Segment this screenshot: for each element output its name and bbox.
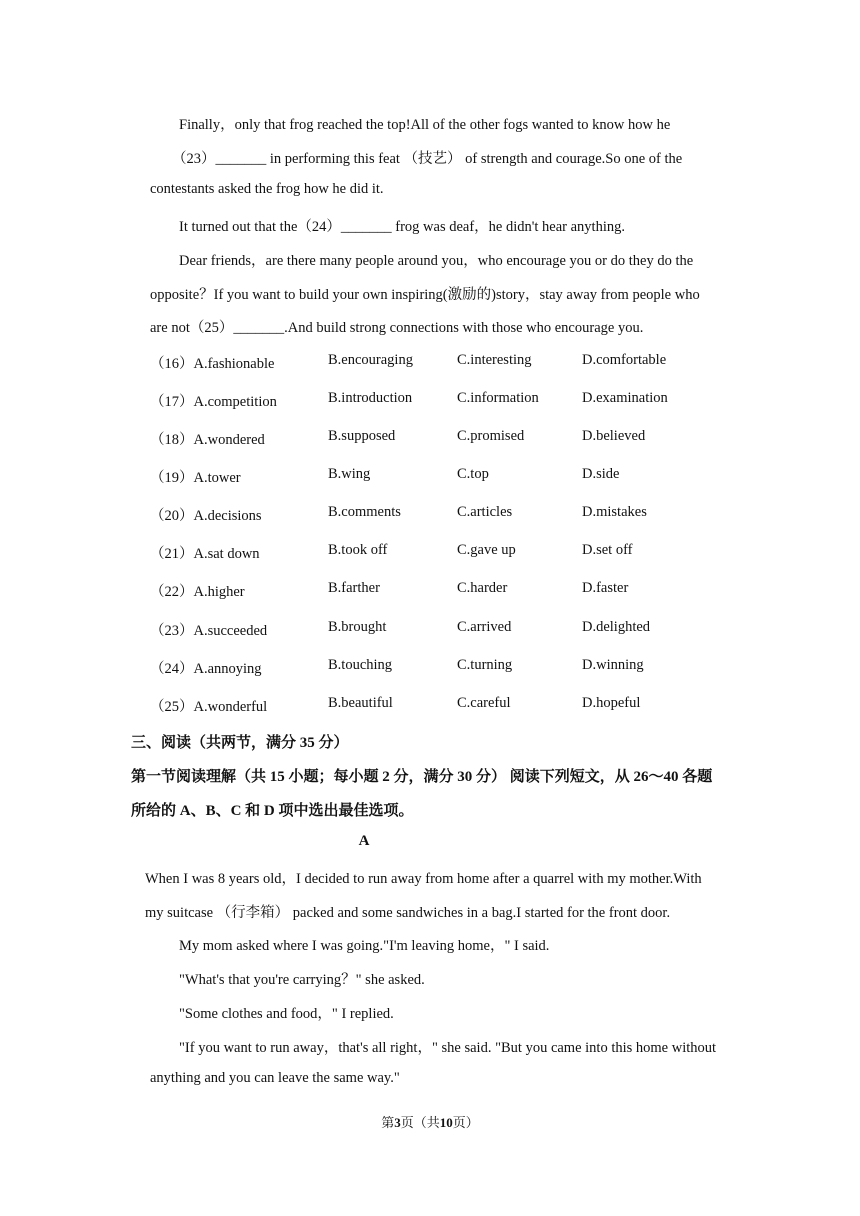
story-line-5: "Some clothes and food，" I replied. <box>179 1006 394 1022</box>
option-row-18 <box>150 428 750 448</box>
option-row-22 <box>150 580 750 600</box>
story-line-3: My mom asked where I was going."I'm leaving home，" I said. <box>179 938 550 954</box>
option-c: C.harder <box>457 580 508 596</box>
option-c: C.top <box>457 466 489 482</box>
passage-line-7: are not（25）_______.And build strong connections with those who encourage you. <box>150 320 644 336</box>
page-footer: 第3页（共10页） <box>381 1115 479 1130</box>
section-heading: 三、阅读（共两节，满分 35 分） <box>131 735 349 751</box>
option-a: （18）A.wondered <box>150 432 265 448</box>
option-d: D.side <box>582 466 620 482</box>
option-row-19 <box>150 466 750 486</box>
option-d: D.faster <box>582 580 629 596</box>
page-total: 10 <box>439 1115 453 1130</box>
option-a: （24）A.annoying <box>150 661 262 677</box>
option-d: D.believed <box>582 428 646 444</box>
section-instruction-2: 所给的 A、B、C 和 D 项中选出最佳选项。 <box>131 803 414 819</box>
option-d: D.delighted <box>582 619 651 635</box>
option-b: B.supposed <box>328 428 396 444</box>
story-line-6: "If you want to run away，that's all right，" she said. "But you came into this home without <box>179 1040 717 1056</box>
option-c: C.articles <box>457 504 513 520</box>
passage-title: A <box>358 833 370 849</box>
option-a: （20）A.decisions <box>150 508 262 524</box>
option-b: B.farther <box>328 580 380 596</box>
option-a: （22）A.higher <box>150 584 245 600</box>
option-a: （21）A.sat down <box>150 546 260 562</box>
option-b: B.encouraging <box>328 352 413 368</box>
passage-line-6: opposite？If you want to build your own inspiring(激励的)story，stay away from people who <box>150 287 700 303</box>
section-instruction-1: 第一节阅读理解（共 15 小题；每小题 2 分，满分 30 分） 阅读下列短文，从 26～40 各题 <box>131 769 713 785</box>
passage-line-1: Finally，only that frog reached the top!All of the other fogs wanted to know how he <box>179 117 671 133</box>
option-d: D.hopeful <box>582 695 641 711</box>
option-row-21 <box>150 542 750 562</box>
passage-line-5: Dear friends，are there many people around you，who encourage you or do they do the <box>179 253 694 269</box>
option-b: B.introduction <box>328 390 413 406</box>
option-a: （19）A.tower <box>150 470 241 486</box>
option-d: D.set off <box>582 542 633 558</box>
option-c: C.arrived <box>457 619 512 635</box>
option-a: （25）A.wonderful <box>150 699 268 715</box>
option-b: B.wing <box>328 466 371 482</box>
story-line-4: "What's that you're carrying？" she asked. <box>179 972 425 988</box>
option-b: B.brought <box>328 619 387 635</box>
option-c: C.careful <box>457 695 511 711</box>
option-b: B.took off <box>328 542 388 558</box>
story-line-2: my suitcase （行李箱） packed and some sandwiches in a bag.I started for the front door. <box>145 905 671 921</box>
story-line-1: When I was 8 years old，I decided to run away from home after a quarrel with my mother.With <box>145 871 702 887</box>
option-c: C.turning <box>457 657 513 673</box>
option-c: C.information <box>457 390 539 406</box>
option-row-20 <box>150 504 750 524</box>
page-number: 3 <box>394 1115 401 1130</box>
option-b: B.touching <box>328 657 393 673</box>
option-row-17 <box>150 390 750 410</box>
option-row-23 <box>150 619 750 639</box>
option-d: D.winning <box>582 657 644 673</box>
option-row-24 <box>150 657 750 677</box>
story-line-7: anything and you can leave the same way." <box>150 1070 400 1086</box>
option-b: B.comments <box>328 504 401 520</box>
option-a: （17）A.competition <box>150 394 277 410</box>
option-a: （16）A.fashionable <box>150 356 275 372</box>
option-row-25 <box>150 695 750 715</box>
option-c: C.promised <box>457 428 525 444</box>
option-row-16 <box>150 352 750 372</box>
option-d: D.comfortable <box>582 352 667 368</box>
option-c: C.gave up <box>457 542 516 558</box>
passage-line-3: contestants asked the frog how he did it. <box>150 181 384 197</box>
passage-line-4: It turned out that the（24）_______ frog was deaf，he didn't hear anything. <box>179 219 625 235</box>
passage-line-2: （23）_______ in performing this feat （技艺） of strength and courage.So one of the <box>172 151 683 167</box>
option-d: D.examination <box>582 390 668 406</box>
option-c: C.interesting <box>457 352 532 368</box>
option-d: D.mistakes <box>582 504 647 520</box>
option-b: B.beautiful <box>328 695 393 711</box>
option-a: （23）A.succeeded <box>150 623 268 639</box>
